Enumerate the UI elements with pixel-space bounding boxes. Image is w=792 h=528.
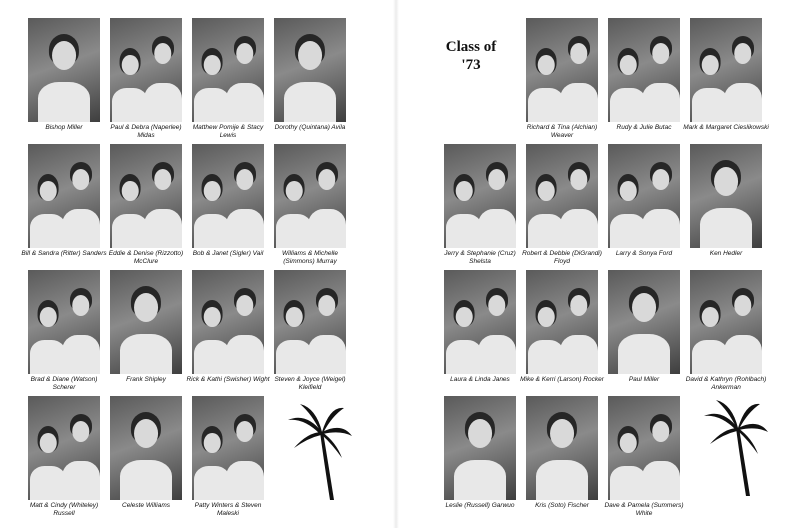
portrait-caption: Rick & Kathi (Swisher) Wight [186, 376, 270, 383]
portrait-photo [274, 144, 346, 248]
portrait-caption: Celeste Williams [122, 502, 170, 509]
portrait-photo [28, 18, 100, 122]
portrait-photo [110, 396, 182, 500]
portrait-photo [192, 396, 264, 500]
portrait-photo [110, 270, 182, 374]
portrait-photo [444, 144, 516, 248]
portrait-caption: Mark & Margaret Cieslikowski [683, 124, 769, 131]
portrait-caption: Bishop Miller [45, 124, 83, 131]
portrait-photo [28, 144, 100, 248]
portrait-caption: Brad & Diane (Watson) Scherer [30, 376, 98, 391]
portrait-photo [608, 144, 680, 248]
portrait-photo [526, 270, 598, 374]
portrait-photo [192, 270, 264, 374]
portrait-caption: Matthew Pomije & Stacy Lewis [192, 124, 264, 139]
portrait-caption: Robert & Debbie (DiGrandi) Floyd [522, 250, 602, 265]
portrait-photo [526, 144, 598, 248]
portrait-caption: Bob & Janet (Sigler) Vail [192, 250, 264, 257]
portrait-caption: Paul & Debra (Naperlee) Midas [110, 124, 182, 139]
portrait-photo [110, 144, 182, 248]
portrait-caption: Bill & Sandra (Ritter) Sanders [21, 250, 107, 257]
portrait-photo [28, 270, 100, 374]
right-page [396, 0, 792, 528]
portrait-caption: Williams & Michelle (Simmons) Murray [282, 250, 338, 265]
palm-tree-icon [286, 402, 352, 502]
portrait-caption: Dave & Pamela (Summers) White [604, 502, 684, 517]
portrait-caption: Larry & Sonya Ford [615, 250, 673, 257]
portrait-caption: Jerry & Stephanie (Cruz) Shelsta [444, 250, 516, 265]
portrait-caption: Laura & Linda Janes [450, 376, 510, 383]
portrait-caption: Kris (Soto) Fischer [535, 502, 589, 509]
portrait-caption: Leslie (Russell) Garwuo [445, 502, 515, 509]
portrait-caption: Patty Winters & Steven Maleski [194, 502, 262, 517]
portrait-caption: Ken Hedler [709, 250, 743, 257]
portrait-caption: Richard & Tina (Alchian) Weaver [526, 124, 598, 139]
portrait-caption: Eddie & Denise (Rizzotto) McClure [108, 250, 184, 265]
portrait-photo [444, 270, 516, 374]
palm-tree-icon [702, 398, 768, 498]
portrait-caption: Paul Miller [628, 376, 660, 383]
portrait-photo [690, 270, 762, 374]
portrait-photo [526, 18, 598, 122]
portrait-photo [690, 144, 762, 248]
portrait-caption: Matt & Cindy (Whiteley) Russell [29, 502, 99, 517]
class-title: Class of '73 [445, 39, 497, 73]
portrait-photo [608, 18, 680, 122]
portrait-photo [526, 396, 598, 500]
portrait-caption: Steven & Joyce (Weigel) Kleifield [274, 376, 346, 391]
portrait-photo [192, 144, 264, 248]
portrait-photo [608, 270, 680, 374]
portrait-caption: Dorothy (Quintana) Avila [274, 124, 346, 131]
portrait-photo [28, 396, 100, 500]
portrait-photo [608, 396, 680, 500]
portrait-caption: Mike & Kerri (Larson) Rocker [520, 376, 604, 383]
portrait-photo [690, 18, 762, 122]
portrait-photo [444, 396, 516, 500]
portrait-photo [192, 18, 264, 122]
portrait-caption: Frank Shipley [126, 376, 166, 383]
portrait-photo [274, 18, 346, 122]
portrait-photo [274, 270, 346, 374]
portrait-caption: David & Kathryn (Rohlbach) Ankerman [685, 376, 767, 391]
portrait-caption: Rudy & Julie Butac [616, 124, 672, 131]
portrait-photo [110, 18, 182, 122]
